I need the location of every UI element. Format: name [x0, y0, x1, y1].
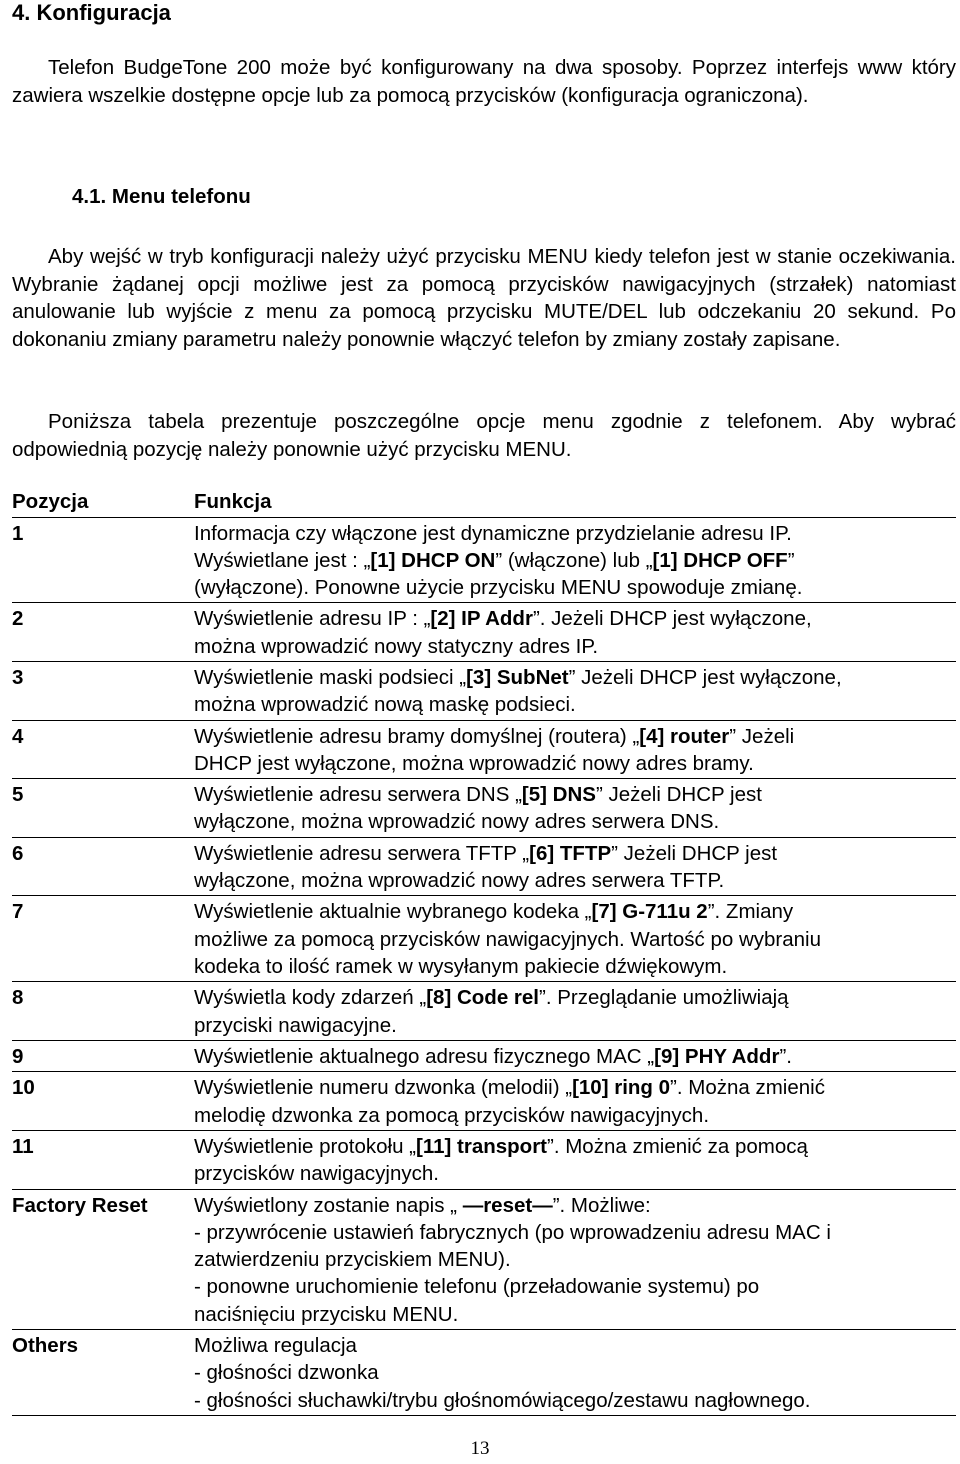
row-position: 8: [12, 986, 24, 1010]
function-line: [194, 1192, 956, 1219]
text-segment: Wyświetlenie adresu serwera DNS „: [194, 783, 522, 807]
row-position: 5: [12, 783, 24, 807]
intro-paragraph: Telefon BudgeTone 200 może być konfigurowany na dwa sposoby. Poprzez interfejs www który zawiera wszelkie dostępne opcje lub za pomocą przycisków (konfiguracja ograniczona).: [12, 56, 956, 107]
header-function: Funkcja: [194, 490, 272, 513]
table-row: [12, 518, 956, 604]
row-function: [194, 838, 956, 895]
row-function: [194, 1072, 956, 1129]
row-position: 6: [12, 841, 24, 865]
table-row: [12, 896, 956, 982]
function-line: [194, 633, 956, 660]
text-segment: Wyświetlenie protokołu „: [194, 1134, 416, 1158]
menu-code: [8] Code rel: [426, 986, 540, 1010]
text-segment: ”. Można zmienić za pomocą: [547, 1134, 808, 1158]
text-segment: ” Jeżeli: [729, 724, 795, 748]
text-segment: wyłączone, można wprowadzić nowy adres serwera DNS.: [194, 810, 720, 834]
row-function: [194, 779, 956, 836]
section-heading: 4. Konfiguracja: [12, 0, 171, 25]
row-function: [194, 1131, 956, 1188]
menu-code: [7] G-711u 2: [591, 900, 708, 924]
function-line: [194, 1301, 956, 1328]
row-position: Factory Reset: [12, 1193, 148, 1217]
table-body: [12, 518, 956, 1416]
menu-code: [2] IP Addr: [430, 607, 533, 631]
function-line: [194, 953, 956, 980]
text-segment: Wyświetlane jest : „: [194, 548, 371, 572]
table-intro-paragraph: Poniższa tabela prezentuje poszczególne opcje menu zgodnie z telefonem. Aby wybrać odpowiednią pozycję należy ponownie użyć przycisku MENU.: [12, 410, 956, 461]
function-line: [194, 547, 956, 574]
text-segment: Wyświetlenie adresu bramy domyślnej (routera) „: [194, 724, 640, 748]
function-line: [194, 691, 956, 718]
row-position: 3: [12, 665, 24, 689]
function-line: [194, 1359, 956, 1386]
function-line: [194, 574, 956, 601]
page-number: 13: [470, 1438, 490, 1459]
row-position: 11: [12, 1134, 34, 1158]
function-line: [194, 520, 956, 547]
function-line: [194, 898, 956, 925]
table-row: [12, 1131, 956, 1190]
text-segment: Wyświetlenie aktualnego adresu fizycznego MAC „: [194, 1044, 655, 1068]
header-position: Pozycja: [12, 490, 89, 513]
text-segment: Wyświetlenie adresu IP : „: [194, 607, 431, 631]
text-segment: zatwierdzeniu przyciskiem MENU).: [194, 1248, 511, 1272]
menu-code: [9] PHY Addr: [654, 1044, 780, 1068]
text-segment: - przywrócenie ustawień fabrycznych (po wprowadzeniu adresu MAC i: [194, 1220, 831, 1244]
row-function: [194, 1041, 956, 1071]
text-segment: ” Jeżeli DHCP jest: [595, 783, 762, 807]
menu-code: [5] DNS: [521, 783, 596, 807]
text-segment: Wyświetla kody zdarzeń „: [194, 986, 427, 1010]
function-line: [194, 1246, 956, 1273]
table-row: [12, 779, 956, 838]
row-position: 9: [12, 1044, 24, 1068]
row-function: [194, 518, 956, 602]
function-line: [194, 750, 956, 777]
menu-options-table: [12, 486, 956, 1416]
text-segment: ” (włączone) lub „: [495, 548, 653, 572]
text-segment: Wyświetlenie adresu serwera TFTP „: [194, 841, 530, 865]
function-line: [194, 840, 956, 867]
text-segment: ”. Przeglądanie umożliwiają: [539, 986, 789, 1010]
subsection-heading: 4.1. Menu telefonu: [72, 185, 251, 208]
text-segment: ” Jeżeli DHCP jest: [611, 841, 778, 865]
text-segment: (wyłączone). Ponowne użycie przycisku MENU spowoduje zmianę.: [194, 576, 803, 600]
function-line: [194, 984, 956, 1011]
table-row: [12, 603, 956, 662]
text-segment: Wyświetlony zostanie napis „: [194, 1193, 463, 1217]
row-function: [194, 982, 956, 1039]
function-line: [194, 1273, 956, 1300]
table-header-row: [12, 486, 956, 518]
table-row: [12, 721, 956, 780]
text-segment: ” Jeżeli DHCP jest wyłączone,: [568, 665, 842, 689]
table-row: [12, 982, 956, 1041]
row-function: [194, 721, 956, 778]
menu-code: —reset—: [462, 1193, 553, 1217]
row-position: 2: [12, 607, 24, 631]
function-line: [194, 605, 956, 632]
text-segment: naciśnięciu przycisku MENU.: [194, 1302, 459, 1326]
function-line: [194, 1332, 956, 1359]
text-segment: - głośności słuchawki/trybu głośnomówiącego/zestawu nagłownego.: [194, 1388, 811, 1412]
row-position: 10: [12, 1076, 35, 1100]
menu-code: [11] transport: [416, 1134, 547, 1158]
row-function: [194, 603, 956, 660]
text-segment: ”. Można zmienić: [670, 1076, 825, 1100]
table-row: [12, 662, 956, 721]
text-segment: Wyświetlenie maski podsieci „: [194, 665, 467, 689]
text-segment: można wprowadzić nowy statyczny adres IP.: [194, 634, 599, 658]
row-function: [194, 1330, 956, 1414]
text-segment: ”. Możliwe:: [552, 1193, 651, 1217]
function-line: [194, 867, 956, 894]
function-line: [194, 664, 956, 691]
table-row: [12, 1330, 956, 1416]
menu-code: [1] DHCP ON: [370, 548, 496, 572]
function-line: [194, 1387, 956, 1414]
text-segment: Informacja czy włączone jest dynamiczne przydzielanie adresu IP.: [194, 521, 792, 545]
function-line: [194, 1043, 956, 1070]
text-segment: Wyświetlenie aktualnie wybranego kodeka „: [194, 900, 592, 924]
function-line: [194, 1160, 956, 1187]
menu-code: [6] TFTP: [529, 841, 612, 865]
function-line: [194, 1219, 956, 1246]
menu-paragraph: Aby wejść w tryb konfiguracji należy użyć przycisku MENU kiedy telefon jest w stanie oczekiwania. Wybranie żądanej opcji możliwe jest za pomocą przycisków nawigacyjnych (strzałek) natomiast anulowanie lub wyjście z menu za pomocą przycisku MUTE/DEL lub odczekaniu 20 sekund. Po dokonaniu zmiany parametru należy ponownie włączyć telefon by zmiany zostały zapisane.: [12, 245, 956, 351]
table-row: [12, 1072, 956, 1131]
row-position: Others: [12, 1334, 79, 1358]
table-row: [12, 1041, 956, 1073]
function-line: [194, 808, 956, 835]
text-segment: przycisków nawigacyjnych.: [194, 1162, 439, 1186]
function-line: [194, 781, 956, 808]
table-row: [12, 838, 956, 897]
text-segment: przyciski nawigacyjne.: [194, 1013, 397, 1037]
text-segment: melodię dzwonka za pomocą przycisków nawigacyjnych.: [194, 1103, 710, 1127]
text-segment: DHCP jest wyłączone, można wprowadzić nowy adres bramy.: [194, 751, 754, 775]
text-segment: Wyświetlenie numeru dzwonka (melodii) „: [194, 1076, 573, 1100]
row-function: [194, 896, 956, 980]
text-segment: ”. Jeżeli DHCP jest wyłączone,: [532, 607, 812, 631]
function-line: [194, 1012, 956, 1039]
text-segment: ”.: [779, 1044, 792, 1068]
text-segment: ”. Zmiany: [707, 900, 794, 924]
table-row: [12, 1190, 956, 1330]
text-segment: Możliwa regulacja: [194, 1334, 357, 1358]
menu-code: [4] router: [639, 724, 730, 748]
row-position: 1: [12, 521, 24, 545]
menu-code: [10] ring 0: [572, 1076, 671, 1100]
row-function: [194, 1190, 956, 1328]
row-function: [194, 662, 956, 719]
text-segment: możliwe za pomocą przycisków nawigacyjnych. Wartość po wybraniu: [194, 927, 822, 951]
row-position: 4: [12, 724, 24, 748]
text-segment: wyłączone, można wprowadzić nowy adres serwera TFTP.: [194, 869, 725, 893]
menu-code: [1] DHCP OFF: [652, 548, 788, 572]
function-line: [194, 1074, 956, 1101]
text-segment: kodeka to ilość ramek w wysyłanym pakiecie dźwiękowym.: [194, 954, 728, 978]
function-line: [194, 926, 956, 953]
menu-code: [3] SubNet: [466, 665, 569, 689]
function-line: [194, 1102, 956, 1129]
text-segment: można wprowadzić nową maskę podsieci.: [194, 693, 576, 717]
text-segment: ”: [787, 548, 795, 572]
function-line: [194, 1133, 956, 1160]
text-segment: - głośności dzwonka: [194, 1361, 379, 1385]
function-line: [194, 723, 956, 750]
row-position: 7: [12, 900, 24, 924]
text-segment: - ponowne uruchomienie telefonu (przeładowanie systemu) po: [194, 1275, 760, 1299]
